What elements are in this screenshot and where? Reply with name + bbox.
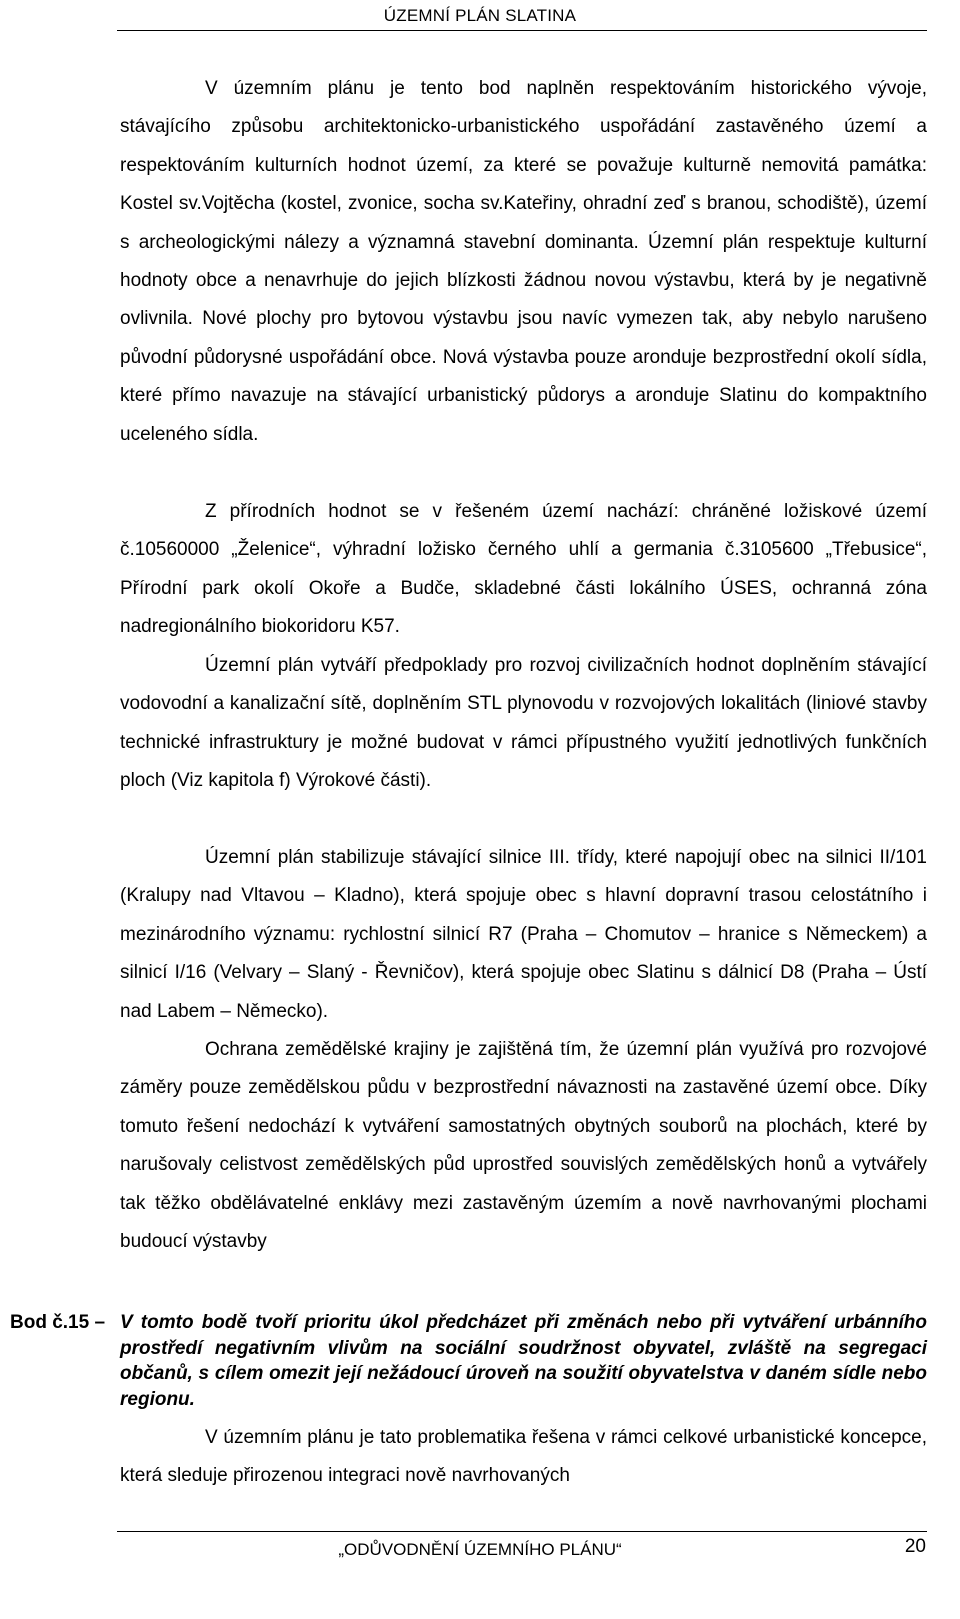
page-footer-title: „ODŮVODNĚNÍ ÚZEMNÍHO PLÁNU“ [338, 1540, 622, 1559]
paragraph-agricultural-landscape: Ochrana zemědělské krajiny je zajištěná tím, že územní plán využívá pro rozvojové záměry pouze zemědělskou půdu v bezprostřední návaznosti na zastavěné území obce. Díky tomuto řešení nedochází k vytváření samostatných obytných souborů na plochách, které by narušovaly celistvost zemědělských půd uprostřed souvislých zemědělských honů a vytvářely tak těžko obdělávatelné enklávy mezi zastavěným územím a nově navrhovanými plochami budoucí výstavby [120, 1039, 927, 1253]
bod-15-block [10, 1310, 927, 1412]
bod-15-label: Bod č.15 – [10, 1312, 106, 1333]
bod-15-text: V tomto bodě tvoří prioritu úkol předcházet při změnách nebo při vytváření urbánního prostředí negativním vlivům na sociální soudržnost obyvatel, zvláště na segregaci občanů, s cílem omezit její nežádoucí úroveň na soužití obyvatelstva v daném sídle nebo regionu. [120, 1312, 927, 1410]
paragraph-road-network: Územní plán stabilizuje stávající silnice III. třídy, které napojují obec na silnici II/101 (Kralupy nad Vltavou – Kladno), která spojuje obec s hlavní dopravní trasou celostátního i mezinárodního významu: rychlostní silnicí R7 (Praha – Chomutov – hranice s Německem) a silnicí I/16 (Velvary – Slaný - Řevničov), která spojuje obec Slatinu s dálnicí D8 (Praha – Ústí nad Labem – Německo). [120, 847, 927, 1022]
page-number: 20 [904, 1536, 926, 1557]
paragraph-cultural-values: V územním plánu je tento bod naplněn respektováním historického vývoje, stávajícího způsobu architektonicko-urbanistického uspořádání zastavěného území a respektováním kulturních hodnot území, za které se považuje kulturně nemovitá památka: Kostel sv.Vojtěcha (kostel, zvonice, socha sv.Kateřiny, ohradní zeď s branou, schodiště), území s archeologickými nálezy a významná stavební dominanta. Územní plán respektuje kulturní hodnoty obce a nenavrhuje do jejich blízkosti žádnou novou výstavbu, která by je negativně ovlivnila. Nové plochy pro bytovou výstavbu jsou navíc vymezen tak, aby nebylo narušeno původní půdorysné uspořádání obce. Nová výstavba pouze aronduje bezprostřední okolí sídla, které přímo navazuje na stávající urbanistický půdorys a aronduje Slatinu do kompaktního uceleného sídla. [120, 78, 927, 445]
page-header-title: ÚZEMNÍ PLÁN SLATINA [383, 6, 577, 25]
footer-divider [117, 1531, 927, 1532]
paragraph-natural-values: Z přírodních hodnot se v řešeném území nachází: chráněné ložiskové území č.10560000 „Želenice“, výhradní ložisko černého uhlí a germania č.3105600 „Třebusice“, Přírodní park okolí Okoře a Budče, skladebné části lokálního ÚSES, ochranná zóna nadregionálního biokoridoru K57. [120, 501, 927, 638]
paragraph-closing: V územním plánu je tato problematika řešena v rámci celkové urbanistické koncepce, která sleduje přirozenou integraci nově navrhovaných [120, 1427, 927, 1487]
paragraph-civilization-values: Územní plán vytváří předpoklady pro rozvoj civilizačních hodnot doplněním stávající vodovodní a kanalizační sítě, doplněním STL plynovodu v rozvojových lokalitách (liniové stavby technické infrastruktury je možné budovat v rámci přípustného využití jednotlivých funkčních ploch (Viz kapitola f) Výrokové části). [120, 655, 927, 792]
header-divider [117, 30, 927, 31]
